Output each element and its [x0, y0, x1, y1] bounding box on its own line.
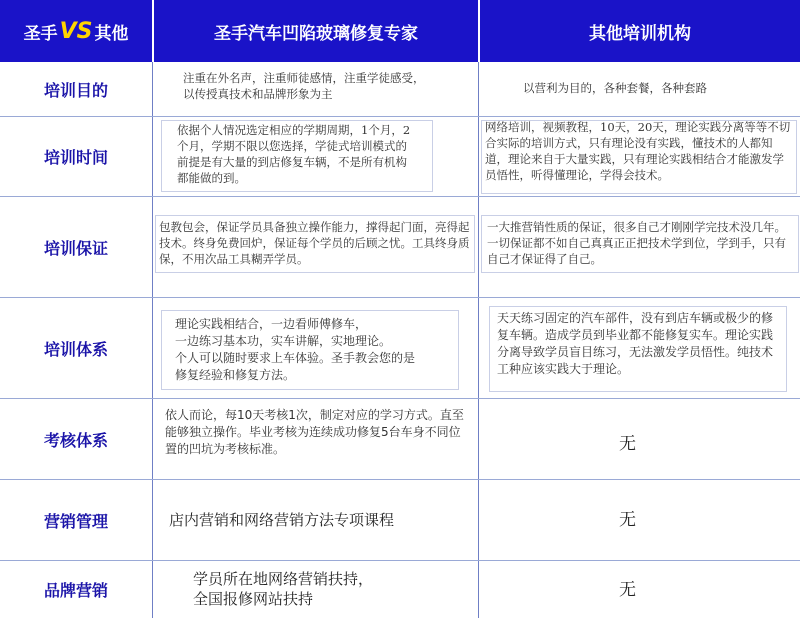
- ours-text: 依据个人情况选定相应的学期周期，1个月，2个月，学期不限以您选择，学徒式培训模式的前提是有大量的到店修复车辆，不是所有机构都能做的到。: [177, 123, 411, 185]
- others-cell: [479, 298, 800, 398]
- ours-line: 个人可以随时要求上车体验。圣手教会您的是: [175, 351, 416, 365]
- others-cell: [479, 561, 800, 617]
- row-label: 培训目的: [43, 80, 108, 100]
- ours-cell: [153, 480, 478, 560]
- ours-text: 包教包会，保证学员具备独立操作能力，撑得起门面，亮得起技术。终身免费回炉，保证每个学员的后顾之忧。工具终身质保，不用次品工具糊弄学员。: [159, 220, 470, 266]
- vs-mark: VS: [59, 18, 93, 44]
- others-text: 天天练习固定的汽车部件，没有到店车辆或极少的修复车辆。造成学员到毕业都不能修复实车。理论实践分离导致学员盲目练习，无法激发学员悟性。纯技术工种应该实践大于理论。: [497, 311, 774, 376]
- ours-cell: [153, 298, 478, 398]
- others-text: 网络培训，视频教程，10天，20天，理论实践分离等等不切合实际的培训方式，只有理论没有实践，懂技术的人都知道，理论来自于大量实践，只有理论实践相结合才能激发学员悟性，听得懂理论，学得会技术。: [485, 120, 791, 182]
- row-label: 考核体系: [43, 430, 108, 450]
- header-right-text: 其他: [94, 23, 129, 44]
- ours-text: 依人而论，每10天考核1次，制定对应的学习方式。直至能够独立操作。毕业考核为连续成功修复5台车身不同位置的凹坑为考核标准。: [165, 408, 464, 456]
- table-row-guarantee: [0, 197, 800, 298]
- ours-cell: [153, 561, 478, 617]
- ours-cell: [153, 399, 478, 479]
- table-row-purpose: [0, 62, 800, 117]
- others-text: 无: [619, 580, 636, 600]
- row-label: 品牌营销: [43, 580, 108, 600]
- row-label: 培训保证: [43, 238, 108, 258]
- ours-line: 学员所在地网络营销扶持，: [193, 570, 374, 588]
- table-row-duration: [0, 117, 800, 197]
- ours-text: [193, 569, 473, 609]
- header-vs-cell: [0, 0, 152, 62]
- row-label: 培训体系: [43, 339, 108, 359]
- table-row-marketing-management: [0, 480, 800, 561]
- row-label: 培训时间: [43, 148, 108, 167]
- header-ours: 圣手汽车凹陷玻璃修复专家: [214, 23, 418, 44]
- ours-text: 店内营销和网络营销方法专项课程: [169, 511, 395, 529]
- ours-cell: [153, 197, 478, 297]
- ours-text: [175, 316, 465, 384]
- others-text: 以营利为目的，各种套餐，各种套路: [523, 81, 707, 95]
- ours-cell: [153, 62, 478, 116]
- table-row-system: [0, 298, 800, 399]
- others-cell: [479, 480, 800, 560]
- header-left-text: 圣手: [23, 23, 58, 44]
- others-cell: [479, 399, 800, 479]
- others-text: 一大推营销性质的保证，很多自己才刚刚学完技术没几年。一切保证都不如自己真真正正把技术学到位，学到手，只有自己才保证得了自己。: [487, 220, 786, 266]
- table-row-brand-marketing: [0, 561, 800, 617]
- ours-line: 修复经验和修复方法。: [175, 368, 296, 382]
- table-header: [0, 0, 800, 62]
- ours-line: 理论实践相结合，一边看师傅修车，: [175, 317, 368, 331]
- others-cell: [479, 197, 800, 297]
- ours-line: 全国报修网站扶持: [193, 590, 314, 608]
- ours-cell: [153, 117, 478, 196]
- others-cell: [479, 117, 800, 196]
- others-text: 无: [619, 434, 636, 454]
- others-text: 无: [619, 510, 636, 530]
- row-label: 营销管理: [43, 511, 108, 531]
- table-row-assessment: [0, 399, 800, 480]
- header-others: 其他培训机构: [589, 23, 691, 44]
- ours-text: 注重在外名声，注重师徒感情，注重学徒感受，以传授真技术和品牌形象为主: [183, 71, 425, 101]
- ours-line: 一边练习基本功，实车讲解，实地理论。: [175, 334, 392, 348]
- others-cell: [479, 62, 800, 116]
